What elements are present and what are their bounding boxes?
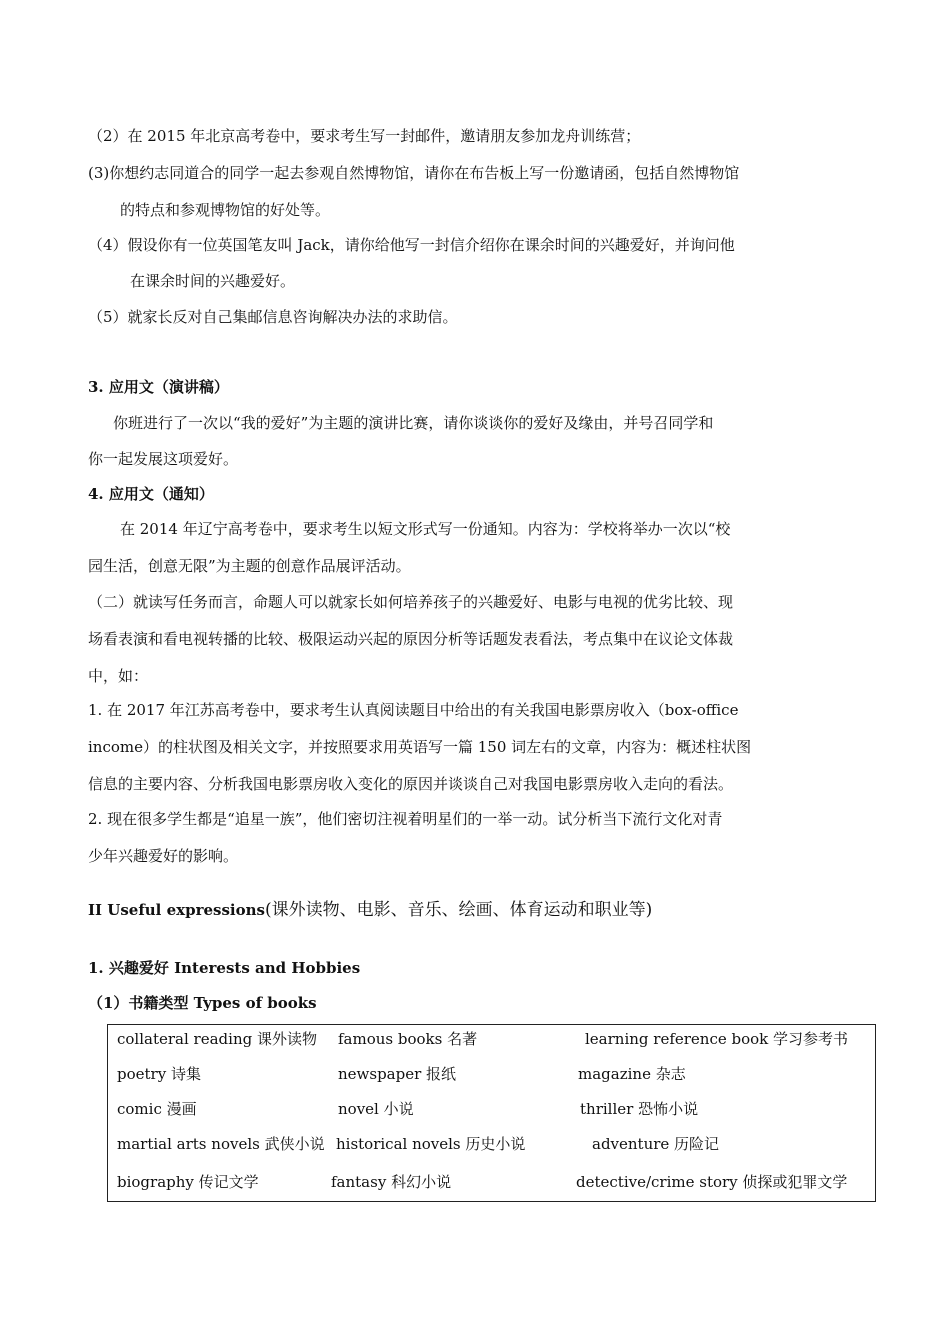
useful-heading-cn: (课外读物、电影、音乐、绘画、体育运动和职业等): [264, 900, 653, 920]
part2-line-4: 1. 在 2017 年江苏高考卷中，要求考生认真阅读题目中给出的有关我国电影票房收入（box-office: [88, 701, 739, 719]
table-cell: collateral reading 课外读物: [117, 1030, 317, 1048]
table-cell: historical novels 历史小说: [336, 1135, 526, 1153]
table-cell: novel 小说: [338, 1100, 414, 1118]
part2-line-5: income）的柱状图及相关文字，并按照要求用英语写一篇 150 词左右的文章，内容为：概述柱状图: [88, 738, 752, 756]
notice-line-2: 园生活，创意无限”为主题的创意作品展评活动。: [88, 557, 411, 575]
table-cell: thriller 恐怖小说: [580, 1100, 699, 1118]
useful-expressions-heading: [88, 900, 652, 920]
task-item-3-continued: 的特点和参观博物馆的好处等。: [120, 201, 331, 219]
table-cell: famous books 名著: [338, 1030, 478, 1048]
part2-line-6: 信息的主要内容、分析我国电影票房收入变化的原因并谈谈自己对我国电影票房收入走向的看法。: [88, 775, 734, 793]
task-item-2: （2）在 2015 年北京高考卷中，要求考生写一封邮件，邀请朋友参加龙舟训练营；: [88, 127, 641, 145]
speech-heading: 3. 应用文（演讲稿）: [88, 378, 229, 396]
table-cell: detective/crime story 侦探或犯罪文学: [576, 1173, 848, 1191]
book-types-heading: （1）书籍类型 Types of books: [88, 994, 317, 1012]
part2-line-1: （二）就读写任务而言，命题人可以就家长如何培养孩子的兴趣爱好、电影与电视的优劣比较、现: [88, 593, 734, 611]
table-cell: biography 传记文学: [117, 1173, 259, 1191]
speech-line-1: 你班进行了一次以“我的爱好”为主题的演讲比赛，请你谈谈你的爱好及缘由，并号召同学和: [113, 414, 714, 432]
book-types-table: [107, 1024, 876, 1202]
table-cell: newspaper 报纸: [338, 1065, 457, 1083]
table-cell: martial arts novels 武侠小说: [117, 1135, 325, 1153]
notice-heading: 4. 应用文（通知）: [88, 485, 214, 503]
task-item-5: （5）就家长反对自己集邮信息咨询解决办法的求助信。: [88, 308, 458, 326]
table-cell: comic 漫画: [117, 1100, 197, 1118]
table-cell: adventure 历险记: [592, 1135, 720, 1153]
interests-hobbies-heading: 1. 兴趣爱好 Interests and Hobbies: [88, 959, 361, 977]
task-item-3: (3)你想约志同道合的同学一起去参观自然博物馆，请你在布告板上写一份邀请函，包括自然博物馆: [88, 164, 740, 182]
table-cell: learning reference book 学习参考书: [585, 1030, 849, 1048]
table-cell: magazine 杂志: [578, 1065, 686, 1083]
table-cell: poetry 诗集: [117, 1065, 201, 1083]
notice-line-1: 在 2014 年辽宁高考卷中，要求考生以短文形式写一份通知。内容为：学校将举办一次以“校: [120, 520, 731, 538]
task-item-4-continued: 在课余时间的兴趣爱好。: [130, 272, 296, 290]
part2-line-3: 中，如：: [88, 667, 149, 685]
part2-line-2: 场看表演和看电视转播的比较、极限运动兴起的原因分析等话题发表看法，考点集中在议论文体裁: [88, 630, 734, 648]
part2-line-7: 2. 现在很多学生都是“追星一族”，他们密切注视着明星们的一举一动。试分析当下流行文化对青: [88, 810, 723, 828]
table-cell: fantasy 科幻小说: [331, 1173, 452, 1191]
speech-line-2: 你一起发展这项爱好。: [88, 450, 239, 468]
part2-line-8: 少年兴趣爱好的影响。: [88, 847, 239, 865]
useful-heading-en: II Useful expressions: [88, 901, 265, 919]
task-item-4: （4）假设你有一位英国笔友叫 Jack，请你给他写一封信介绍你在课余时间的兴趣爱好，并询问他: [88, 236, 735, 254]
